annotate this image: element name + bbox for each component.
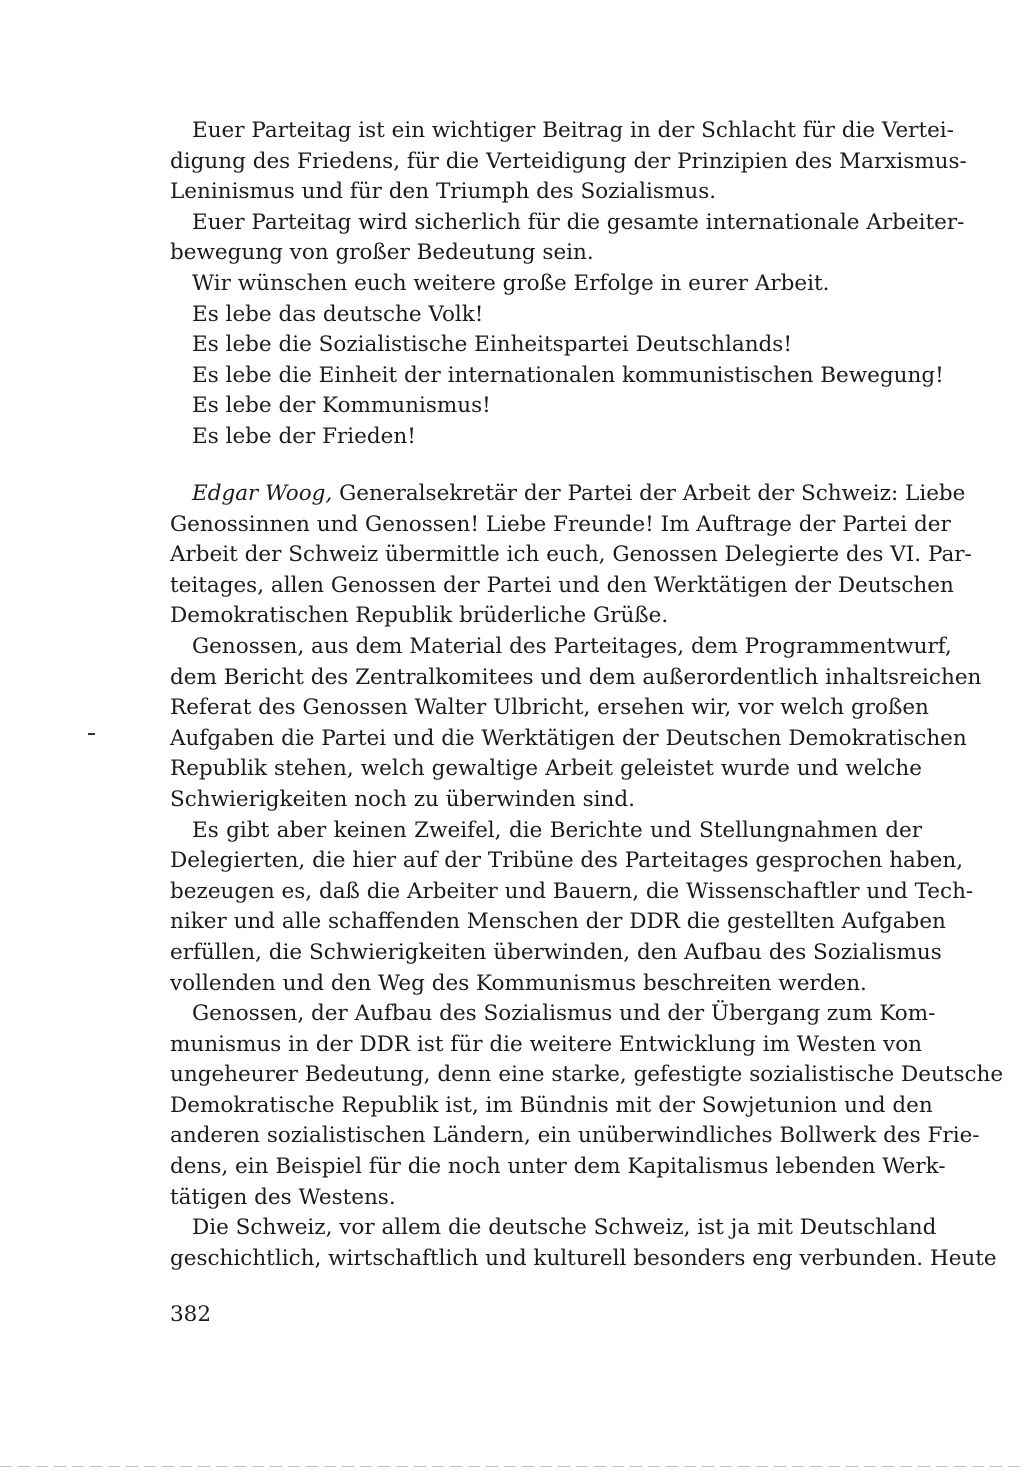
text-line: Leninismus und für den Triumph des Sozialismus. xyxy=(170,179,717,205)
text-line: dem Bericht des Zentralkomitees und dem außerordentlich inhaltsreichen xyxy=(170,664,982,690)
text-line: Es lebe die Einheit der internationalen kommunistischen Bewegung! xyxy=(192,362,944,388)
text-line: Schwierigkeiten noch zu überwinden sind. xyxy=(170,786,635,812)
page-number: 382 xyxy=(170,1302,212,1327)
text-line: Demokratischen Republik brüderliche Grüße. xyxy=(170,603,669,629)
text-line: bewegung von großer Bedeutung sein. xyxy=(170,240,594,266)
text-line: anderen sozialistischen Ländern, ein unüberwindliches Bollwerk des Frie- xyxy=(170,1123,980,1149)
margin-mark xyxy=(88,733,95,735)
text-line: digung des Friedens, für die Verteidigung der Prinzipien des Marxismus- xyxy=(170,148,967,174)
text-line: ungeheurer Bedeutung, denn eine starke, gefestigte sozialistische Deutsche xyxy=(170,1062,1004,1088)
text-line: Aufgaben die Partei und die Werktätigen der Deutschen Demokratischen xyxy=(170,725,967,751)
text-line: teitages, allen Genossen der Partei und den Werktätigen der Deutschen xyxy=(170,572,954,598)
scan-edge-rule xyxy=(0,1466,1024,1467)
text-line: vollenden und den Weg des Kommunismus beschreiten werden. xyxy=(170,970,867,996)
text-line: Es lebe die Sozialistische Einheitspartei Deutschlands! xyxy=(192,332,792,358)
text-line: Republik stehen, welch gewaltige Arbeit geleistet wurde und welche xyxy=(170,756,922,782)
text-line: Es lebe der Frieden! xyxy=(192,423,416,449)
text-line: Demokratische Republik ist, im Bündnis mit der Sowjetunion und den xyxy=(170,1092,933,1118)
text-line: dens, ein Beispiel für die noch unter dem Kapitalismus lebenden Werk- xyxy=(170,1154,946,1180)
speech-edgar-woog xyxy=(170,479,1004,1274)
text-line: Es lebe der Kommunismus! xyxy=(192,393,491,419)
text-line: Genossinnen und Genossen! Liebe Freunde! Im Auftrage der Partei der xyxy=(170,511,951,537)
text-line: Wir wünschen euch weitere große Erfolge in eurer Arbeit. xyxy=(192,270,830,296)
text-line: Genossen, aus dem Material des Parteitages, dem Programmentwurf, xyxy=(192,633,952,659)
text-line: munismus in der DDR ist für die weitere Entwicklung im Westen von xyxy=(170,1031,922,1057)
text-line: Es gibt aber keinen Zweifel, die Berichte und Stellungnahmen der xyxy=(192,817,922,843)
text-line: bezeugen es, daß die Arbeiter und Bauern, die Wissenschaftler und Tech- xyxy=(170,878,974,904)
text-line: Genossen, der Aufbau des Sozialismus und der Übergang zum Kom- xyxy=(192,1001,936,1027)
closing-paragraphs xyxy=(170,116,967,453)
text-line: Referat des Genossen Walter Ulbricht, ersehen wir, vor welch großen xyxy=(170,695,929,721)
text-line: niker und alle schaffenden Menschen der DDR die gestellten Aufgaben xyxy=(170,909,946,935)
text-line: erfüllen, die Schwierigkeiten überwinden, den Aufbau des Sozialismus xyxy=(170,939,942,965)
text-line: Euer Parteitag wird sicherlich für die gesamte internationale Arbeiter- xyxy=(192,209,965,235)
speaker-title: Generalsekretär der Partei der Arbeit der Schweiz: Liebe xyxy=(332,481,966,506)
text-line: tätigen des Westens. xyxy=(170,1184,396,1210)
text-line: Es lebe das deutsche Volk! xyxy=(192,301,484,327)
text-line: Euer Parteitag ist ein wichtiger Beitrag in der Schlacht für die Vertei- xyxy=(192,118,954,143)
speaker-name: Edgar Woog, xyxy=(192,481,333,506)
text-line: Arbeit der Schweiz übermittle ich euch, Genossen Delegierte des VI. Par- xyxy=(170,542,972,568)
speaker-line xyxy=(170,479,966,510)
text-line: Die Schweiz, vor allem die deutsche Schweiz, ist ja mit Deutschland xyxy=(192,1215,937,1241)
text-line: geschichtlich, wirtschaftlich und kulturell besonders eng verbunden. Heute xyxy=(170,1245,997,1271)
text-line: Delegierten, die hier auf der Tribüne des Parteitages gesprochen haben, xyxy=(170,848,964,874)
